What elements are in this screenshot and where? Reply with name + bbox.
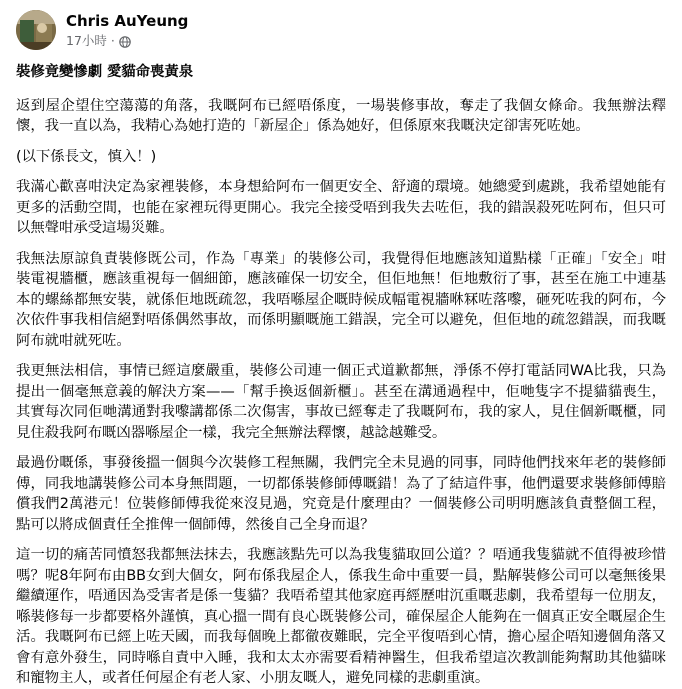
post-header bbox=[16, 10, 666, 54]
globe-icon bbox=[119, 35, 131, 47]
post-body bbox=[16, 62, 666, 689]
meta-separator: · bbox=[110, 33, 115, 48]
post-headline: 裝修竟變慘劇 愛貓命喪黃泉 bbox=[16, 64, 194, 80]
avatar-image bbox=[16, 10, 56, 50]
author-name[interactable]: Chris AuYeung bbox=[66, 12, 189, 30]
post-timestamp[interactable]: 17小時 bbox=[66, 33, 107, 48]
post-paragraph: (以下係長文，慎入！) bbox=[16, 148, 157, 165]
post-paragraph: 返到屋企望住空蕩蕩的角落，我嘅阿布已經唔係度，一場裝修事故，奪走了我個女條命。我無辦法釋懷，我一直以為，我精心為她打造的「新屋企」係為她好，但係原來我嘅決定卻害死咗她。 bbox=[16, 97, 666, 134]
post-paragraph: 我滿心歡喜咁決定為家裡裝修，本身想給阿布一個更安全、舒適的環境。她總愛到處跳，我希望她能有更多的活動空間，也能在家裡玩得更開心。我完全接受唔到我失去咗佢，我的錯誤殺死咗阿布，但只可以無聲咁承受這場災難。 bbox=[16, 179, 666, 236]
post-paragraph: 我更無法相信，事情已經這麼嚴重，裝修公司連一個正式道歉都無，淨係不停打電話同WA比我，只為提出一個毫無意義的解決方案——「幫手換返個新櫃」。甚至在溝通過程中，佢哋隻字不提貓貓喪生，其實每次同佢哋溝通對我嚟講都係二次傷害，事故已經奪走了我嘅阿布，我的家人，見住個新嘅櫃，同見住殺我阿布嘅凶器喺屋企一樣，我完全無辦法釋懷，越諗越難受。 bbox=[16, 363, 666, 441]
post-meta bbox=[66, 10, 188, 49]
post-paragraph: 最過份嘅係，事發後搵一個與今次裝修工程無關，我們完全未見過的同事，同時他們找來年老的裝修師傅，同我地講裝修公司本身無問題，一切都係裝修師傅嘅錯！為了了結這件事，他們還要求裝修師傅賠償我們2萬港元！位裝修師傅我從來沒見過，究竟是什麼理由？一個裝修公司明明應該負責整個工程，點可以將成個責任全推俾一個師傅，然後自己全身而退？ bbox=[16, 455, 666, 533]
post-subline bbox=[66, 32, 188, 49]
post-paragraph: 這一切的痛苦同憤怒我都無法抹去，我應該點先可以為我隻貓取回公道？？唔通我隻貓就不值得被珍惜嗎？呢8年阿布由BB女到大個女，阿布係我屋企人，係我生命中重要一員，點解裝修公司可以毫無後果繼續運作，唔通因為受害者是係一隻貓？我唔希望其他家庭再經歷咁沉重嘅悲劇，我希望每一位朋友，喺裝修每一步都要格外謹慎，真心搵一間有良心既裝修公司，確保屋企人能夠在一個真正安全嘅屋企生活。我嘅阿布已經上咗天國，而我每個晚上都徹夜難眠，完全平復唔到心情，擔心屋企唔知邊個角落又會有意外發生，同時喺自責中入睡，我和太太亦需要看精神醫生，但我希望這次教訓能夠幫助其他貓咪和寵物主人，或者任何屋企有老人家、小朋友嘅人，避免同樣的悲劇重演。 bbox=[16, 547, 666, 686]
post-paragraph: 我無法原諒負責裝修既公司，作為「專業」的裝修公司，我覺得佢地應該知道點樣「正確」「安全」咁裝電視牆櫃，應該重視每一個細節，應該確保一切安全，但佢地無！佢地敷衍了事，甚至在施工中連基本的螺絲都無安裝，就係佢地既疏忽，我唔喺屋企嘅時候成幅電視牆咻冧咗落嚟，砸死咗我的阿布，今次依件事我相信絕對唔係偶然事故，而係明顯嘅施工錯誤，完全可以避免，但佢地的疏忽錯誤，而我嘅阿布就咁就死咗。 bbox=[16, 250, 666, 349]
author-avatar[interactable] bbox=[16, 10, 56, 50]
